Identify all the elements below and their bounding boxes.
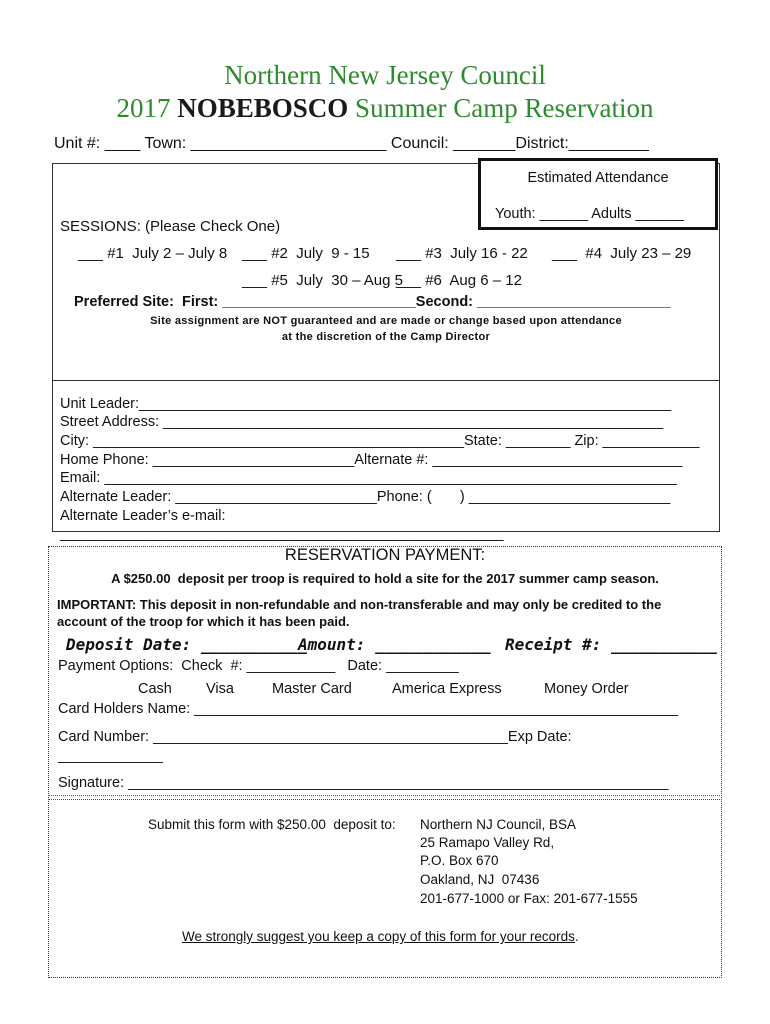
form-title: [0, 93, 770, 124]
site-note-1: Site assignment are NOT guaranteed and are made or change based upon attendance: [150, 315, 622, 327]
address-line-4: Oakland, NJ 07436: [420, 872, 540, 887]
address-line-2: 25 Ramapo Valley Rd,: [420, 835, 555, 850]
email-field[interactable]: Email: _______________________________________________________________________: [60, 470, 677, 486]
alternate-leader-field[interactable]: Alternate Leader: _________________________Phone: ( ) _________________________: [60, 489, 671, 505]
payment-options[interactable]: Payment Options: Check #: ___________ Date: _________: [58, 658, 459, 674]
alternate-email-field[interactable]: _______________________________________________________: [60, 526, 504, 542]
separator-2: [48, 799, 722, 800]
address-line-1: Northern NJ Council, BSA: [420, 817, 577, 832]
session-6[interactable]: ___ #6 Aug 6 – 12: [396, 272, 522, 289]
alternate-email-label: Alternate Leader’s e-mail:: [60, 508, 226, 524]
unit-leader-field[interactable]: Unit Leader:__________________________________________________________________: [60, 396, 672, 412]
city-state-zip-field[interactable]: City: ______________________________________________State: ________ Zip: ____________: [60, 433, 700, 449]
phone-field[interactable]: Home Phone: _________________________Alternate #: _______________________________: [60, 452, 683, 468]
site-note-2: at the discretion of the Camp Director: [281, 331, 491, 343]
card-number-field[interactable]: Card Number: ____________________________________________Exp Date:: [58, 729, 572, 745]
session-2[interactable]: ___ #2 July 9 - 15: [242, 245, 370, 262]
title-camp-name: NOBEBOSCO: [177, 93, 349, 123]
session-3[interactable]: ___ #3 July 16 - 22: [396, 245, 528, 262]
street-address-field[interactable]: Street Address: ______________________________________________________________: [60, 414, 664, 430]
copy-suggestion-period: .: [574, 929, 579, 944]
sessions-heading: SESSIONS: (Please Check One): [60, 218, 281, 235]
title-suffix: Summer Camp Reservation: [348, 93, 654, 123]
council-title: Northern New Jersey Council: [224, 60, 546, 90]
session-4[interactable]: ___ #4 July 23 – 29: [552, 245, 692, 262]
address-line-3: P.O. Box 670: [420, 853, 499, 868]
copy-suggestion-text: We strongly suggest you keep a copy of this form for your records: [182, 929, 575, 944]
preferred-site[interactable]: Preferred Site: First: ________________________Second: ________________________: [74, 294, 671, 310]
important-note-1: IMPORTANT: This deposit in non-refundable and non-transferable and may only be credited to the: [57, 597, 662, 612]
copy-suggestion: [182, 929, 579, 944]
payment-heading: RESERVATION PAYMENT:: [284, 546, 486, 564]
submit-label: Submit this form with $250.00 deposit to:: [148, 817, 396, 832]
separator-1: [48, 795, 722, 796]
method-america-express[interactable]: America Express: [392, 681, 502, 697]
title-year: 2017: [116, 93, 178, 123]
receipt-field[interactable]: Receipt #: ___________: [505, 635, 717, 654]
address-line-5: 201-677-1000 or Fax: 201-677-1555: [420, 891, 638, 906]
card-holder-field[interactable]: Card Holders Name: ____________________________________________________________: [58, 701, 679, 717]
attendance-fields[interactable]: Youth: ______ Adults ______: [495, 206, 684, 222]
method-master-card[interactable]: Master Card: [272, 681, 352, 697]
method-money-order[interactable]: Money Order: [544, 681, 629, 697]
method-visa[interactable]: Visa: [206, 681, 234, 697]
deposit-date-field[interactable]: Deposit Date: ___________: [66, 635, 307, 654]
unit-line[interactable]: Unit #: ____ Town: ______________________ Council: _______District:_________: [54, 135, 649, 152]
signature-field[interactable]: Signature: ___________________________________________________________________: [58, 775, 669, 791]
deposit-note: A $250.00 deposit per troop is required to hold a site for the 2017 summer camp season.: [111, 571, 659, 586]
method-cash[interactable]: Cash: [138, 681, 172, 697]
exp-date-field[interactable]: _____________: [58, 748, 163, 764]
attendance-title: Estimated Attendance: [527, 170, 669, 186]
session-1[interactable]: ___ #1 July 2 – July 8: [78, 245, 228, 262]
amount-field[interactable]: Amount: ____________: [298, 635, 491, 654]
session-5[interactable]: ___ #5 July 30 – Aug 5: [242, 272, 403, 289]
important-note-2: account of the troop for which it has been paid.: [57, 614, 350, 629]
